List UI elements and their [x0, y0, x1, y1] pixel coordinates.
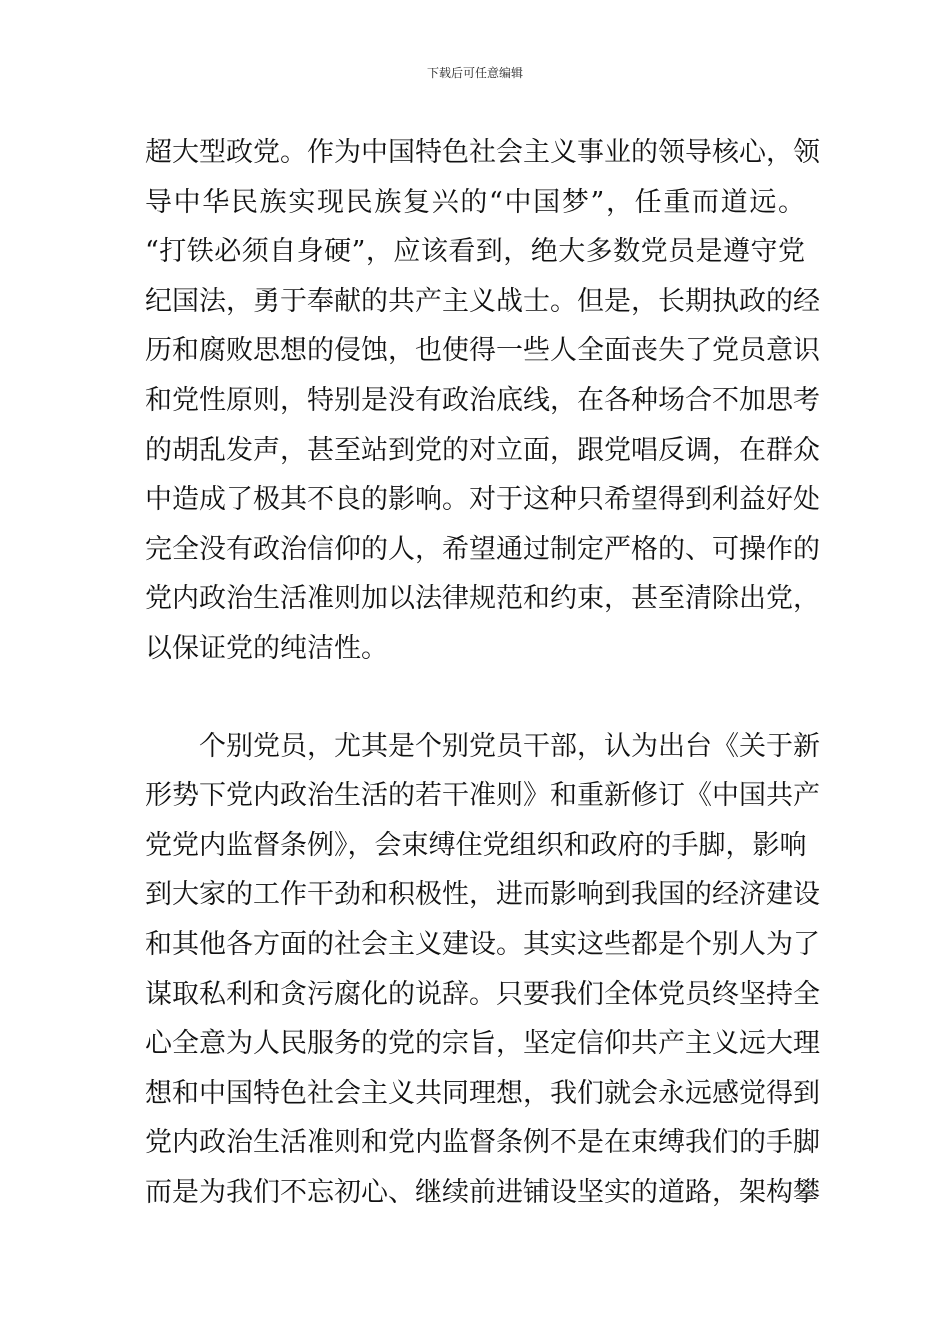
paragraph-1-line-4: 纪国法，勇于奉献的共产主义战士。但是，长期执政的经 [145, 285, 820, 317]
paragraph-2-line-1: 个别党员，尤其是个别党员干部，认为出台《关于新 [199, 730, 820, 762]
paragraph-2-line-9: 党内政治生活准则和党内监督条例不是在束缚我们的手脚 [145, 1127, 820, 1159]
paragraph-2-line-2: 形势下党内政治生活的若干准则》和重新修订《中国共产 [145, 780, 820, 812]
paragraph-2-line-4: 到大家的工作干劲和积极性，进而影响到我国的经济建设 [145, 879, 820, 911]
paragraph-1-line-11: 以保证党的纯洁性。 [145, 632, 388, 664]
paragraph-2 [145, 722, 820, 1218]
paragraph-1-line-7: 的胡乱发声，甚至站到党的对立面，跟党唱反调，在群众 [145, 434, 820, 466]
paragraph-2-line-3: 党党内监督条例》，会束缚住党组织和政府的手脚，影响 [145, 829, 807, 861]
paragraph-1-line-2: 导中华民族实现民族复兴的“中国梦”，任重而道远。 [145, 186, 805, 218]
paragraph-1-line-5: 历和腐败思想的侵蚀，也使得一些人全面丧失了党员意识 [145, 335, 820, 367]
paragraph-2-line-7: 心全意为人民服务的党的宗旨，坚定信仰共产主义远大理 [145, 1028, 820, 1060]
page-header-note: 下载后可任意编辑 [426, 66, 523, 80]
paragraph-1-line-3: “打铁必须自身硬”，应该看到，绝大多数党员是遵守党 [145, 236, 805, 268]
paragraph-1-line-9: 完全没有政治信仰的人，希望通过制定严格的、可操作的 [145, 533, 820, 565]
paragraph-1-line-8: 中造成了极其不良的影响。对于这种只希望得到利益好处 [145, 484, 820, 516]
paragraph-1 [145, 128, 820, 674]
paragraph-1-line-10: 党内政治生活准则加以法律规范和约束，甚至清除出党， [145, 583, 820, 615]
paragraph-spacer [145, 674, 805, 722]
paragraph-2-line-5: 和其他各方面的社会主义建设。其实这些都是个别人为了 [145, 928, 820, 960]
paragraph-1-line-6: 和党性原则，特别是没有政治底线，在各种场合不加思考 [145, 384, 820, 416]
paragraph-2-line-6: 谋取私利和贪污腐化的说辞。只要我们全体党员终坚持全 [145, 978, 820, 1010]
paragraph-2-line-8: 想和中国特色社会主义共同理想，我们就会永远感觉得到 [145, 1077, 820, 1109]
paragraph-2-line-10: 而是为我们不忘初心、继续前进铺设坚实的道路，架构攀 [145, 1176, 820, 1208]
paragraph-1-line-1: 超大型政党。作为中国特色社会主义事业的领导核心，领 [145, 137, 820, 168]
document-body [145, 128, 820, 1217]
